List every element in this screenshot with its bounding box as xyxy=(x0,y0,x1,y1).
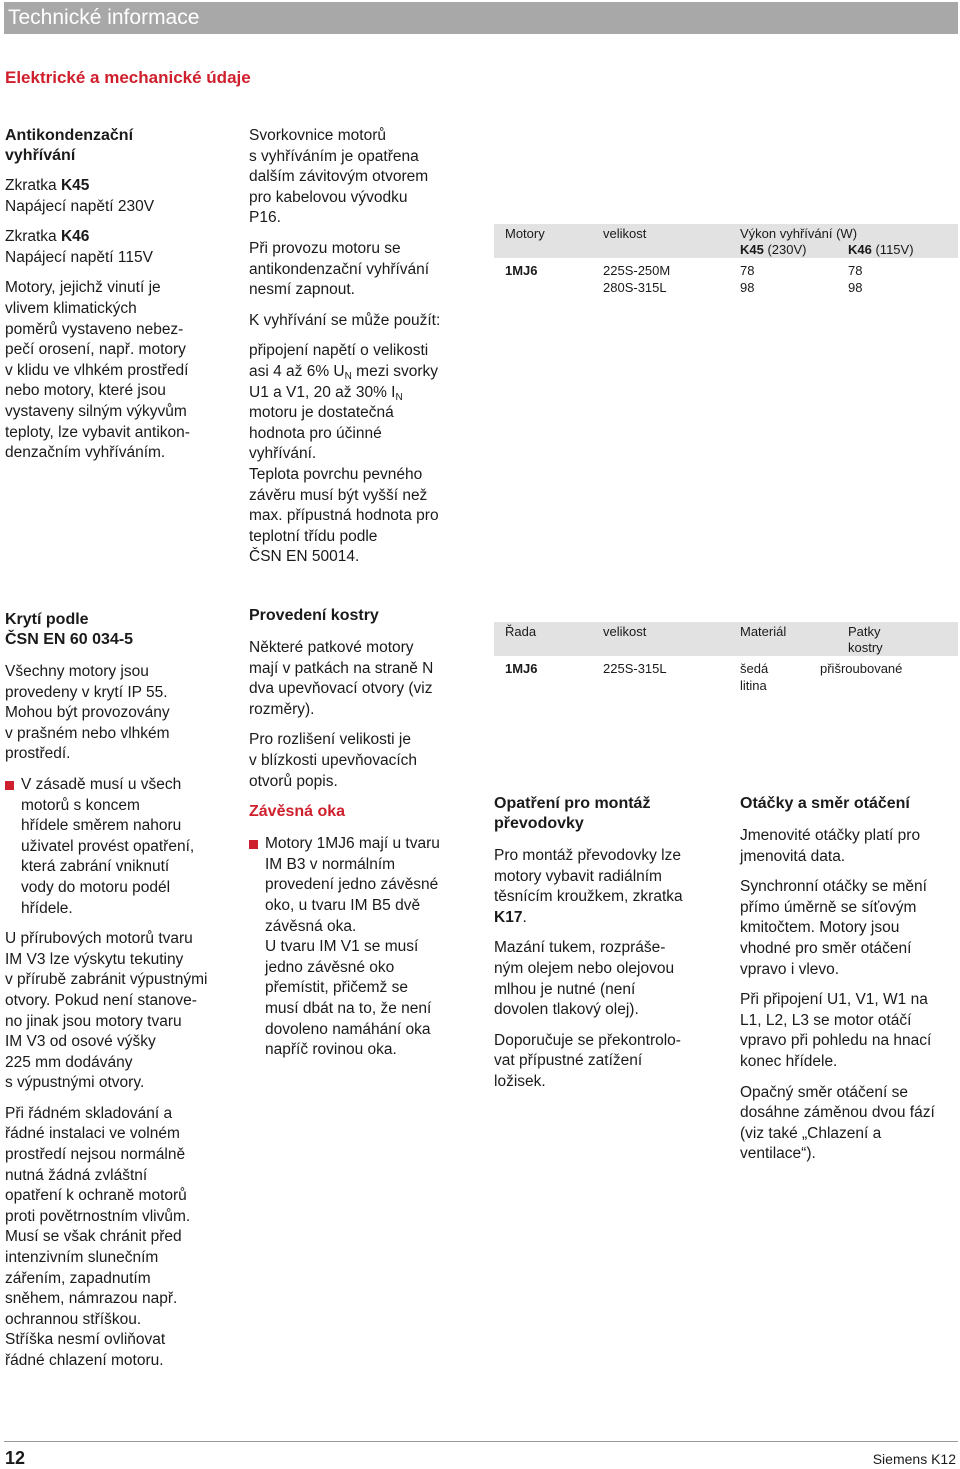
text-line: ventilace“). xyxy=(740,1145,816,1163)
text-line: v blízkosti upevňovacích xyxy=(249,751,418,769)
text-line: mají v patkách na straně N xyxy=(249,659,434,677)
table-row xyxy=(494,656,958,696)
text-line: opatření k ochraně motorů xyxy=(5,1187,187,1205)
gearbox-heading-line2: převodovky xyxy=(494,815,584,832)
text-line: napříč rovinou oka. xyxy=(265,1041,397,1059)
zavesna-bullet xyxy=(249,834,484,1061)
text-line: ČSN EN 50014. xyxy=(249,548,360,566)
k45-prefix: Zkratka xyxy=(5,177,61,194)
col-header-size: velikost xyxy=(603,624,647,639)
bullet-square-icon xyxy=(5,781,14,790)
text-line: Stříška nesmí ovliňovat xyxy=(5,1331,166,1349)
table-cell: 280S-315L xyxy=(603,280,667,295)
text-line: Teplota povrchu pevného xyxy=(249,465,423,483)
text-line: oko, u tvaru IM B5 dvě xyxy=(265,896,421,914)
page-header-title: Technické informace xyxy=(8,6,200,29)
table-cell: 225S-250M xyxy=(603,263,671,278)
text-line: U1 a V1, 20 až 30% I xyxy=(249,383,396,401)
col-header-k46 xyxy=(848,241,914,258)
text-line: nutná žádná zvláštní xyxy=(5,1166,148,1184)
text-line: vhodné pro směr otáčení xyxy=(740,939,912,957)
col-header-series: Řada xyxy=(505,624,537,639)
text-line: Mazání tukem, rozpráše- xyxy=(494,939,666,957)
protection-heading-line2: ČSN EN 60 034-5 xyxy=(5,631,134,648)
k46-voltage: Napájecí napětí 115V xyxy=(5,248,153,266)
text-line: (viz také „Chlazení a xyxy=(740,1124,882,1142)
table-cell: 98 xyxy=(740,280,755,295)
table-cell: šedá xyxy=(740,661,769,676)
gearbox-block xyxy=(494,794,724,1103)
kryti-bullet xyxy=(5,775,235,919)
terminal-box-block xyxy=(249,126,484,578)
kryti-p1 xyxy=(5,662,235,765)
text-line: denzačním vyhříváním. xyxy=(5,444,166,462)
text-line: závěru musí být vyšší než xyxy=(249,486,428,504)
text-line: hřídele směrem nahoru xyxy=(21,817,182,835)
gearbox-heading xyxy=(494,794,724,834)
text-line: pečí orosení, např. motory xyxy=(5,341,186,359)
text-line: Některé patkové motory xyxy=(249,639,414,656)
anti-heading-line1: Antikondenzační xyxy=(5,127,134,144)
text-line: IM V3 lze výskytu tekutiny xyxy=(5,950,184,968)
text-line: intenzivním slunečním xyxy=(5,1249,159,1267)
frame-table-header xyxy=(494,622,958,656)
text-line: mlhou je nutné (není xyxy=(494,980,636,998)
anti-body xyxy=(5,278,235,463)
k45-voltage: Napájecí napětí 230V xyxy=(5,197,155,215)
text-line: Při připojení U1, V1, W1 na xyxy=(740,991,928,1009)
text-line: dosáhne záměnou dvou fází xyxy=(740,1104,935,1122)
text-line: dovoleno namáhání oka xyxy=(265,1020,431,1038)
table-row xyxy=(494,258,958,296)
k45-voltage: (230V) xyxy=(763,242,807,257)
text-line: no jinak jsou motory tvaru xyxy=(5,1012,182,1030)
lifting-eye-heading: Závěsná oka xyxy=(249,803,346,821)
k17-code: K17 xyxy=(494,908,523,926)
text-line: vat přípustné zatížení xyxy=(494,1052,643,1070)
montaz-p1 xyxy=(494,846,724,928)
frame-block xyxy=(249,606,484,1071)
svork-p3 xyxy=(249,311,484,332)
k46-prefix: Zkratka xyxy=(5,228,61,246)
text-line: kmitočtem. Motory jsou xyxy=(740,919,900,937)
text-line: s výpustnými otvory. xyxy=(5,1074,145,1092)
k46-code: K46 xyxy=(848,242,872,257)
col-header-feet-line2: kostry xyxy=(848,640,883,655)
otacky-p1 xyxy=(740,826,958,867)
text-line: provedení jedno závěsné xyxy=(265,876,439,894)
text-line: Pro montáž převodovky lze xyxy=(494,847,681,864)
text-line: s vyhříváním je opatřena xyxy=(249,147,419,165)
protection-heading-line1: Krytí podle xyxy=(5,611,89,628)
text-line: mezi svorky xyxy=(351,362,438,380)
text-line: dva upevňovací otvory (viz xyxy=(249,680,433,698)
motor-type: 1MJ6 xyxy=(505,263,538,278)
section-title: Elektrické a mechanické údaje xyxy=(5,68,251,87)
brand-label: Siemens K12 xyxy=(872,1451,956,1467)
text-line: motoru je dostatečná xyxy=(249,404,394,422)
frame-table xyxy=(494,622,958,696)
col-header-k45 xyxy=(740,241,807,258)
text-line: L1, L2, L3 se motor otáčí xyxy=(740,1011,912,1029)
text-line: těsnícím kroužkem, zkratka xyxy=(494,888,683,906)
svork-p1 xyxy=(249,126,484,229)
text-line: P16. xyxy=(249,209,281,227)
heating-table xyxy=(494,224,958,296)
k45-code: K45 xyxy=(740,242,764,257)
protection-heading xyxy=(5,610,235,650)
text-line: vody do motoru podél xyxy=(21,878,171,896)
text-line: Pro rozlišení velikosti je xyxy=(249,731,411,749)
col-header-material: Materiál xyxy=(740,624,787,639)
table-cell: 225S-315L xyxy=(603,661,667,676)
text-line: hřídele. xyxy=(21,899,73,917)
table-cell: 78 xyxy=(740,263,755,278)
table-cell: přišroubované xyxy=(820,661,903,676)
text-line: dalším závitovým otvorem xyxy=(249,168,429,186)
text-line: IM B3 v normálním xyxy=(265,855,396,873)
text-line: ným olejem nebo olejovou xyxy=(494,959,675,977)
text-line: hodnota pro účinné xyxy=(249,424,382,442)
text-line: prostředí. xyxy=(5,745,71,763)
otacky-p4 xyxy=(740,1083,958,1165)
text-line: K vyhřívání se může použít: xyxy=(249,311,441,329)
text-line: poměrů vystaveno nebez- xyxy=(5,320,184,338)
text-line: teploty, lze vybavit antikon- xyxy=(5,423,190,441)
protection-block xyxy=(5,610,235,1382)
text-line: přemístit, přičemž se xyxy=(265,979,408,997)
table-cell: litina xyxy=(740,678,767,693)
footer-divider xyxy=(4,1441,958,1442)
col-header-feet-line1: Patky xyxy=(848,624,881,639)
text-line: zářením, zapadnutím xyxy=(5,1269,151,1287)
text-line: Všechny motory jsou xyxy=(5,663,149,680)
montaz-p3 xyxy=(494,1031,724,1093)
text-line: Jmenovité otáčky platí pro xyxy=(740,827,921,844)
text-line: v klidu ve vlhkém prostředí xyxy=(5,361,189,379)
text-line: Mohou být provozovány xyxy=(5,704,170,722)
col-header-power: Výkon vyhřívání (W) xyxy=(740,226,858,241)
text-line: přímo úměrně se síťovým xyxy=(740,898,917,916)
page-number: 12 xyxy=(5,1448,26,1468)
text-line: vyhřívání. xyxy=(249,445,317,463)
k45-code: K45 xyxy=(60,177,90,194)
table-cell: 78 xyxy=(848,263,863,278)
svork-p2 xyxy=(249,239,484,301)
text-line: ložisek. xyxy=(494,1072,546,1090)
text-line: vpravo při pohledu na hnací xyxy=(740,1032,932,1050)
k45-info xyxy=(5,176,235,217)
text-line: vlivem klimatických xyxy=(5,299,137,317)
montaz-p2 xyxy=(494,938,724,1020)
text-line: motory vybavit radiálním xyxy=(494,867,662,885)
text-line: Opačný směr otáčení se xyxy=(740,1083,908,1101)
motor-type: 1MJ6 xyxy=(505,661,538,676)
speed-heading: Otáčky a směr otáčení xyxy=(740,795,910,812)
text-line: Při provozu motoru se xyxy=(249,239,401,257)
text-line: asi 4 až 6% U xyxy=(249,362,345,380)
anti-heading xyxy=(5,126,235,166)
text-line: musí dbát na to, že není xyxy=(265,999,432,1017)
text-line: Motory, jejichž vinutí je xyxy=(5,279,161,297)
kryti-p2 xyxy=(5,929,235,1094)
text-line: uživatel provést opatření, xyxy=(21,837,195,855)
text-line: jmenovitá data. xyxy=(740,847,846,865)
anti-heading-line2: vyhřívání xyxy=(5,147,76,164)
text-line: v prašném nebo vlhkém xyxy=(5,724,170,742)
anti-condensation-block xyxy=(5,126,235,474)
speed-block xyxy=(740,794,958,1175)
gearbox-heading-line1: Opatření pro montáž xyxy=(494,795,651,812)
text-line: řádné instalaci ve volném xyxy=(5,1125,180,1143)
text-line: V zásadě musí u všech xyxy=(21,775,182,793)
text-line: otvory. Pokud není stanove- xyxy=(5,991,197,1009)
text-line: závěsná oka. xyxy=(265,917,357,935)
kryti-p3 xyxy=(5,1104,235,1372)
text-line: konec hřídele. xyxy=(740,1052,838,1070)
text-line: jedno závěsné oko xyxy=(265,958,395,976)
k46-voltage: (115V) xyxy=(871,242,914,257)
text-line: v přírubě zabránit výpustnými xyxy=(5,971,208,989)
text-line: teplotní třídu podle xyxy=(249,527,378,545)
subscript: N xyxy=(344,370,352,382)
text-line: Motory 1MJ6 mají u tvaru xyxy=(265,835,440,853)
k46-info xyxy=(5,227,235,268)
otacky-p2 xyxy=(740,877,958,980)
text-line: prostředí nejsou normálně xyxy=(5,1146,186,1164)
text-line: otvorů popis. xyxy=(249,772,338,790)
text-line: U přírubových motorů tvaru xyxy=(5,930,193,948)
subscript: N xyxy=(395,391,403,403)
table-cell: 98 xyxy=(848,280,863,295)
text-line: vpravo i vlevo. xyxy=(740,960,840,978)
text-line: Doporučuje se překontrolo- xyxy=(494,1031,681,1049)
bullet-square-icon xyxy=(249,840,258,849)
text-line: provedeny v krytí IP 55. xyxy=(5,683,168,701)
text-line: Synchronní otáčky se mění xyxy=(740,878,927,896)
text-line: která zabrání vniknutí xyxy=(21,858,170,876)
text-line: nebo motory, které jsou xyxy=(5,382,166,400)
text-line: sněhem, námrazou např. xyxy=(5,1290,178,1308)
text-line: vystaveny silným výkyvům xyxy=(5,402,187,420)
text-line: pro kabelovou vývodku xyxy=(249,188,408,206)
k46-code: K46 xyxy=(60,228,90,246)
text-line: nesmí zapnout. xyxy=(249,281,355,299)
text-line: motorů s koncem xyxy=(21,796,140,814)
provedeni-p1 xyxy=(249,638,484,720)
otacky-p3 xyxy=(740,990,958,1072)
col-header-motors: Motory xyxy=(505,226,545,241)
text-line: IM V3 od osové výšky xyxy=(5,1033,156,1051)
text-line: Svorkovnice motorů xyxy=(249,127,386,144)
text-line: . xyxy=(522,908,527,926)
text-line: ochrannou stříškou. xyxy=(5,1310,142,1328)
text-line: max. přípustná hodnota pro xyxy=(249,507,439,525)
text-line: Musí se však chránit před xyxy=(5,1228,182,1246)
text-line: dovolen tlakový olej). xyxy=(494,1001,639,1019)
text-line: Při řádném skladování a xyxy=(5,1104,173,1122)
svork-p4 xyxy=(249,341,484,568)
heating-table-header xyxy=(494,224,958,258)
text-line: U tvaru IM V1 se musí xyxy=(265,938,419,956)
col-header-size: velikost xyxy=(603,226,647,241)
text-line: proti povětrnostním vlivům. xyxy=(5,1207,191,1225)
page-header xyxy=(4,2,958,34)
provedeni-p2 xyxy=(249,730,484,792)
text-line: řádné chlazení motoru. xyxy=(5,1352,164,1369)
text-line: 225 mm dodávány xyxy=(5,1053,133,1071)
text-line: rozměry). xyxy=(249,700,315,718)
text-line: antikondenzační vyhřívání xyxy=(249,260,430,278)
frame-heading: Provedení kostry xyxy=(249,607,379,624)
text-line: připojení napětí o velikosti xyxy=(249,342,429,360)
